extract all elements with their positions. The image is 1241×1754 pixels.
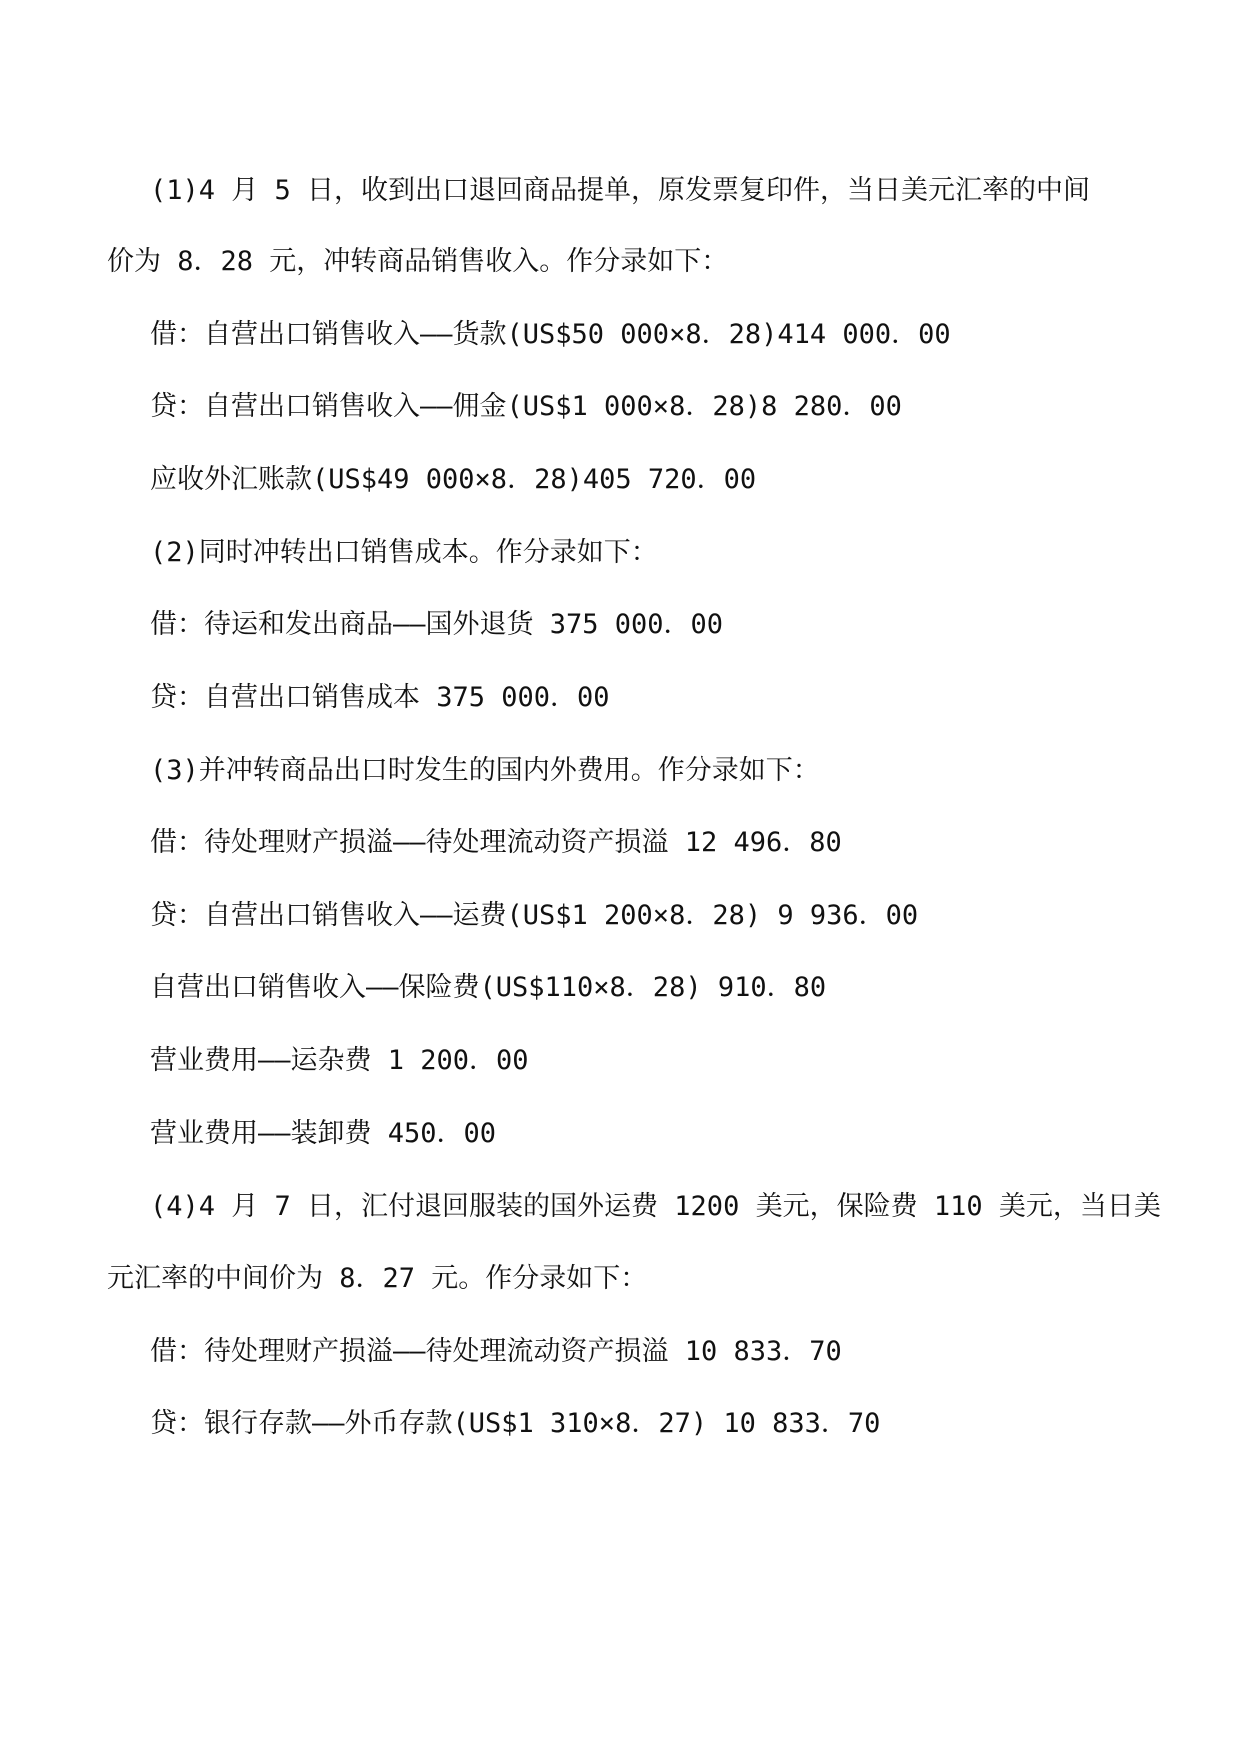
journal-entry-line: 自营出口销售收入——保险费(US$110×8．28) 910．80 (150, 972, 827, 1003)
journal-entry-line: 借：自营出口销售收入——货款(US$50 000×8．28)414 000．00 (150, 319, 951, 350)
paragraph-line: (2)同时冲转出口销售成本。作分录如下： (150, 537, 658, 568)
paragraph-line: (4)4 月 7 日，汇付退回服装的国外运费 1200 美元，保险费 110 美元，当日美 (150, 1191, 1161, 1222)
paragraph-line: (3)并冲转商品出口时发生的国内外费用。作分录如下： (150, 755, 820, 786)
paragraph-line: 价为 8．28 元，冲转商品销售收入。作分录如下： (107, 246, 729, 277)
journal-entry-line: 营业费用——运杂费 1 200．00 (150, 1045, 529, 1076)
journal-entry-line: 借：待运和发出商品——国外退货 375 000．00 (150, 609, 724, 640)
journal-entry-line: 贷：自营出口销售收入——运费(US$1 200×8．28) 9 936．00 (150, 900, 919, 931)
journal-entry-line: 借：待处理财产损溢——待处理流动资产损溢 12 496．80 (150, 827, 842, 858)
journal-entry-line: 应收外汇账款(US$49 000×8．28)405 720．00 (150, 464, 757, 495)
paragraph-line: 元汇率的中间价为 8．27 元。作分录如下： (107, 1263, 648, 1294)
journal-entry-line: 贷：自营出口销售成本 375 000．00 (150, 682, 610, 713)
paragraph-line: (1)4 月 5 日，收到出口退回商品提单，原发票复印件，当日美元汇率的中间 (150, 175, 1091, 206)
journal-entry-line: 营业费用——装卸费 450．00 (150, 1118, 497, 1149)
journal-entry-line: 借：待处理财产损溢——待处理流动资产损溢 10 833．70 (150, 1336, 842, 1367)
journal-entry-line: 贷：自营出口销售收入——佣金(US$1 000×8．28)8 280．00 (150, 391, 902, 422)
journal-entry-line: 贷：银行存款——外币存款(US$1 310×8．27) 10 833．70 (150, 1408, 881, 1439)
